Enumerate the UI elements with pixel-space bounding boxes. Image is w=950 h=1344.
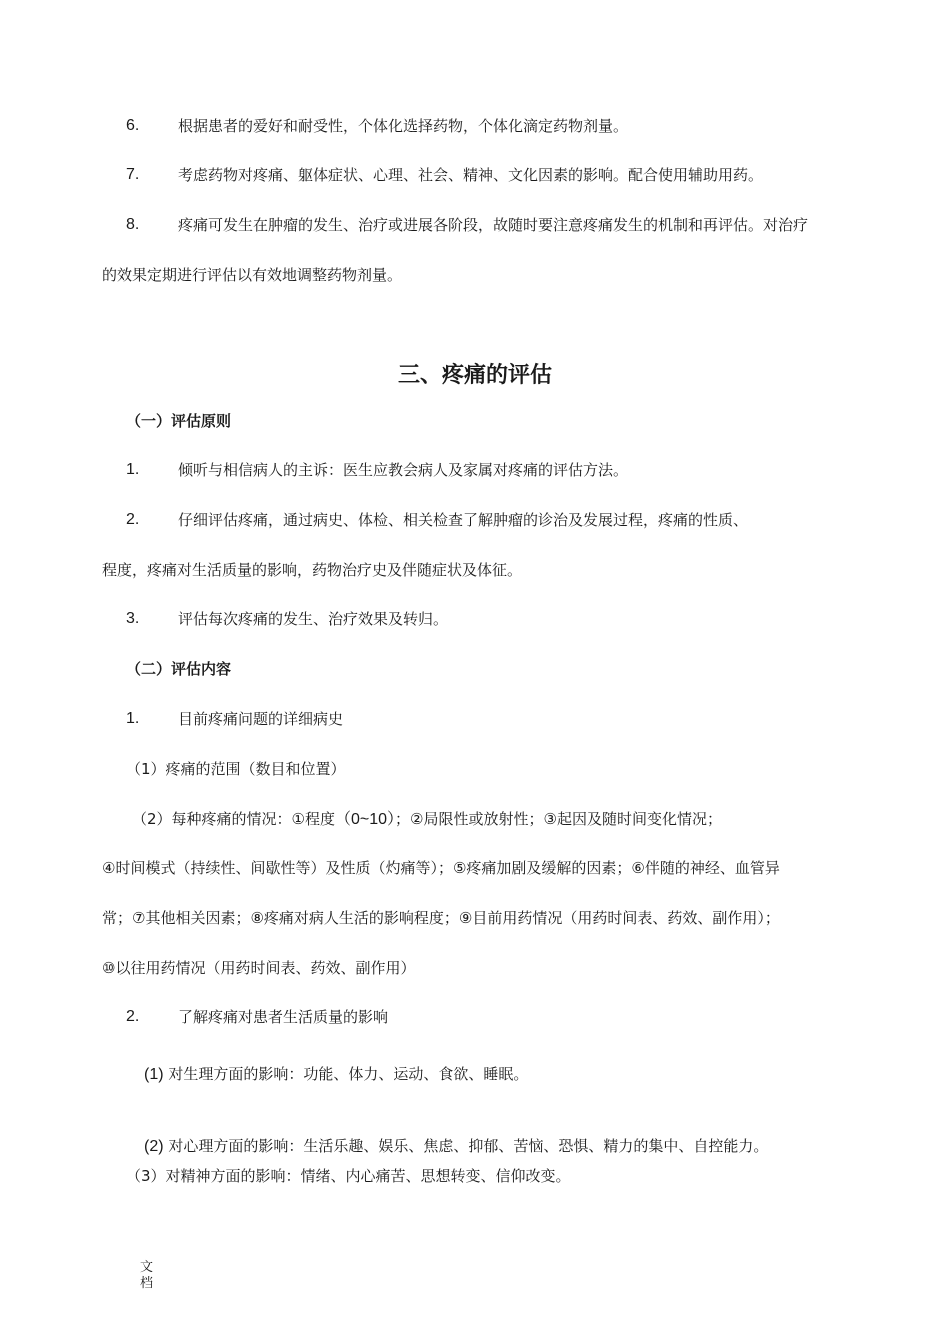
list-item-7-text: 考虑药物对疼痛、躯体症状、心理、社会、精神、文化因素的影响。配合使用辅助用药。 xyxy=(178,166,764,184)
content-2-sub-1-text: 对生理方面的影响：功能、体力、运动、食欲、睡眠。 xyxy=(168,1065,529,1083)
pain-scale-range: （0~10） xyxy=(335,811,396,828)
content-2-sub-1 xyxy=(144,1064,528,1085)
content-2-text: 了解疼痛对患者生活质量的影响 xyxy=(178,1008,389,1026)
content-2-sub-3-prefix: （3） xyxy=(126,1167,166,1185)
content-number-1: 1. xyxy=(126,710,140,727)
content-1-sub-2-line1 xyxy=(132,809,722,830)
principle-2-continuation: 程度，疼痛对生活质量的影响，药物治疗史及伴随症状及体征。 xyxy=(102,561,523,579)
principles-heading: （一）评估原则 xyxy=(126,412,232,430)
content-1-sub-2-line2: ④时间模式（持续性、间歇性等）及性质（灼痛等）；⑤疼痛加剧及缓解的因素；⑥伴随的神经、血管异 xyxy=(102,859,780,877)
content-1-sub-2-rest: ；②局限性或放射性；③起因及随时间变化情况； xyxy=(395,810,722,828)
content-1-sub-2-line3: 常；⑦其他相关因素；⑧疼痛对病人生活的影响程度；⑨目前用药情况（用药时间表、药效、副作用）； xyxy=(102,909,780,927)
content-2-sub-3-text: 对精神方面的影响：情绪、内心痛苦、思想转变、信仰改变。 xyxy=(165,1167,571,1185)
content-2-sub-3 xyxy=(126,1166,571,1186)
content-1-sub-2-line4: ⑩以往用药情况（用药时间表、药效、副作用） xyxy=(102,959,416,977)
principle-2-text: 仔细评估疼痛，通过病史、体检、相关检查了解肿瘤的诊治及发展过程，疼痛的性质、 xyxy=(178,511,749,529)
content-2-sub-1-prefix: (1) xyxy=(144,1066,164,1083)
content-1-sub-1 xyxy=(126,759,346,779)
principle-number-3: 3. xyxy=(126,610,140,627)
content-number-2: 2. xyxy=(126,1008,140,1025)
content-1-sub-1-prefix: （1） xyxy=(126,760,166,778)
content-1-text: 目前疼痛问题的详细病史 xyxy=(178,710,344,728)
list-item-8-continuation: 的效果定期进行评估以有效地调整药物剂量。 xyxy=(102,266,403,284)
list-number-8: 8. xyxy=(126,216,140,233)
list-number-6: 6. xyxy=(126,117,140,134)
principle-number-2: 2. xyxy=(126,511,140,528)
section-title: 三、疼痛的评估 xyxy=(397,363,552,388)
list-item-8-text: 疼痛可发生在肿瘤的发生、治疗或进展各阶段，故随时要注意疼痛发生的机制和再评估。对治疗 xyxy=(178,216,809,234)
principle-1-text: 倾听与相信病人的主诉：医生应教会病人及家属对疼痛的评估方法。 xyxy=(178,461,629,479)
content-heading: （二）评估内容 xyxy=(126,660,232,678)
list-item-6-text: 根据患者的爱好和耐受性，个体化选择药物，个体化滴定药物剂量。 xyxy=(178,117,629,135)
content-1-sub-2-lead: （2）每种疼痛的情况：①程度 xyxy=(132,810,335,828)
content-2-sub-2-prefix: (2) xyxy=(144,1138,164,1155)
footer-label: 文档 xyxy=(140,1260,154,1291)
principle-number-1: 1. xyxy=(126,461,140,478)
content-2-sub-2-text: 对心理方面的影响：生活乐趣、娱乐、焦虑、抑郁、苦恼、恐惧、精力的集中、自控能力。 xyxy=(168,1137,769,1155)
principle-3-text: 评估每次疼痛的发生、治疗效果及转归。 xyxy=(178,610,449,628)
content-1-sub-1-text: 疼痛的范围（数目和位置） xyxy=(165,760,346,778)
content-2-sub-2 xyxy=(144,1136,768,1157)
list-number-7: 7. xyxy=(126,166,140,183)
